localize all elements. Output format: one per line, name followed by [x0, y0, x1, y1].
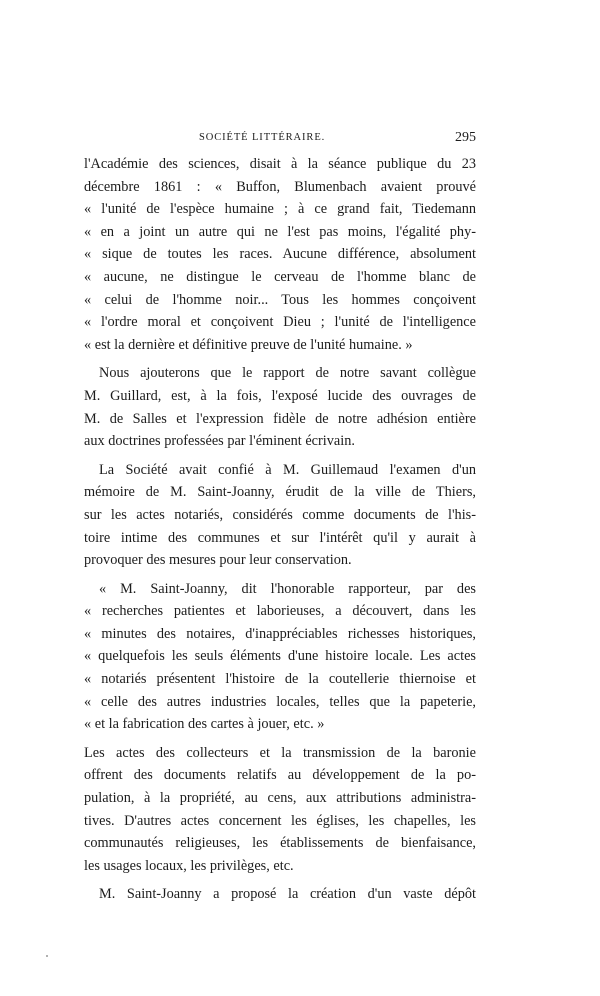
- text-line: communautés religieuses, les établissements de bienfaisance,: [84, 835, 476, 852]
- text-line: « en a joint un autre qui ne l'est pas moins, l'égalité phy-: [84, 223, 476, 240]
- text-line: mémoire de M. Saint-Joanny, érudit de la ville de Thiers,: [84, 484, 476, 501]
- text-line: « et la fabrication des cartes à jouer, etc. »: [84, 716, 325, 733]
- text-line: offrent des documents relatifs au développement de la po-: [84, 767, 476, 784]
- running-head: [84, 132, 476, 148]
- text-line: « quelquefois les seuls éléments d'une histoire locale. Les actes: [84, 648, 476, 665]
- page-number: 295: [455, 130, 476, 145]
- paragraph-saint-joanny-quote: [84, 578, 476, 736]
- text-line: l'Académie des sciences, disait à la séance publique du 23: [84, 156, 476, 172]
- paragraph-collecteurs: [84, 742, 476, 878]
- running-title: SOCIÉTÉ LITTÉRAIRE.: [199, 132, 326, 143]
- text-line: les usages locaux, les privilèges, etc.: [84, 857, 294, 874]
- text-line: « l'unité de l'espèce humaine ; à ce grand fait, Tiedemann: [84, 201, 476, 218]
- text-line: Les actes des collecteurs et la transmission de la baronie: [84, 744, 476, 761]
- text-line: « est la dernière et définitive preuve de l'unité humaine. »: [84, 336, 413, 353]
- text-line: « sique de toutes les races. Aucune différence, absolument: [84, 246, 476, 263]
- text-line: tives. D'autres actes concernent les églises, les chapelles, les: [84, 812, 476, 829]
- text-line: « celle des autres industries locales, telles que la papeterie,: [84, 693, 476, 710]
- text-line: « M. Saint-Joanny, dit l'honorable rapporteur, par des: [99, 580, 476, 597]
- text-line: M. Guillard, est, à la fois, l'exposé lucide des ouvrages de: [84, 387, 476, 404]
- text-line: aux doctrines professées par l'éminent écrivain.: [84, 433, 355, 450]
- text-line: La Société avait confié à M. Guillemaud l'examen d'un: [99, 461, 476, 478]
- paper-speck: [46, 955, 48, 957]
- text-line: Nous ajouterons que le rapport de notre savant collègue: [99, 365, 476, 382]
- text-line: « aucune, ne distingue le cerveau de l'homme blanc de: [84, 268, 476, 285]
- paragraph-depot: [84, 883, 476, 906]
- text-line: sur les actes notariés, considérés comme documents de l'his-: [84, 506, 476, 523]
- text-line: pulation, à la propriété, au cens, aux attributions administra-: [84, 790, 476, 807]
- text-line: « minutes des notaires, d'inappréciables richesses historiques,: [84, 625, 476, 642]
- text-line: M. de Salles et l'expression fidèle de notre adhésion entière: [84, 410, 476, 427]
- body-text: [84, 153, 476, 906]
- text-line: toire intime des communes et sur l'intérêt qu'il y aurait à: [84, 529, 476, 546]
- text-line: « celui de l'homme noir... Tous les hommes conçoivent: [84, 291, 476, 308]
- text-line: « l'ordre moral et conçoivent Dieu ; l'unité de l'intelligence: [84, 314, 476, 331]
- text-line: M. Saint-Joanny a proposé la création d'un vaste dépôt: [99, 886, 476, 903]
- text-line: « notariés présentent l'histoire de la coutellerie thiernoise et: [84, 671, 476, 688]
- text-line: provoquer des mesures pour leur conservation.: [84, 552, 352, 569]
- paragraph-guillemaud: [84, 459, 476, 572]
- text-line: décembre 1861 : « Buffon, Blumenbach avaient prouvé: [84, 178, 476, 195]
- paragraph-quote-academie: [84, 153, 476, 356]
- text-line: « recherches patientes et laborieuses, a découvert, dans les: [84, 603, 476, 620]
- paragraph-guillard: [84, 362, 476, 452]
